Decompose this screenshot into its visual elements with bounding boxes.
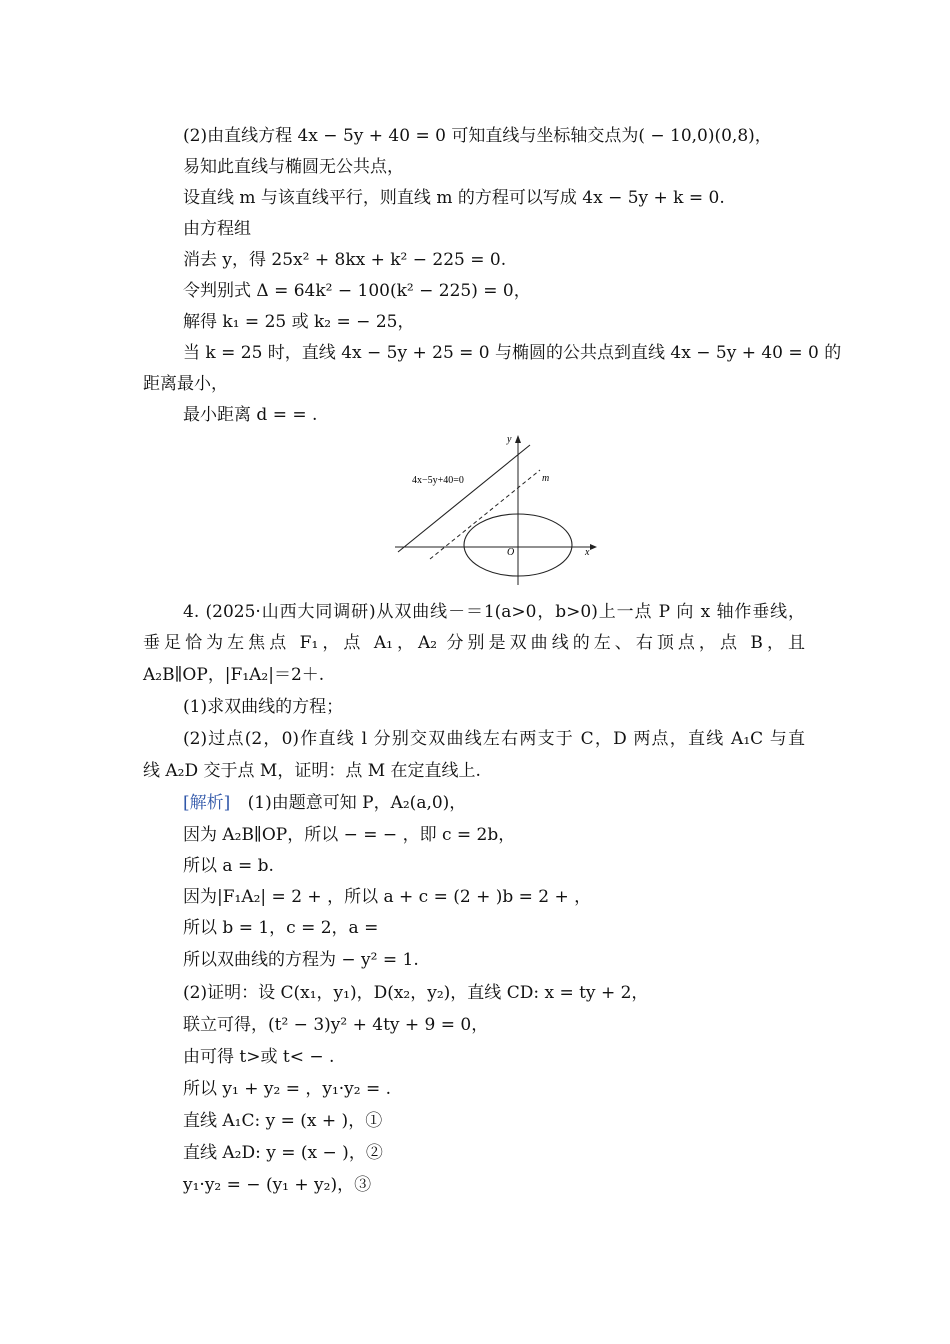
line-4x-5y-40	[398, 445, 530, 552]
x-axis-label: x	[585, 547, 590, 558]
x-axis-arrow	[590, 544, 597, 550]
problem-text: A₂B∥OP，|F₁A₂|＝2＋.	[143, 665, 325, 685]
problem-text: (1)求双曲线的方程；	[183, 697, 344, 717]
y-axis-label: y	[507, 434, 512, 445]
ellipse-diagram	[390, 425, 600, 590]
solution-text: 所以 a = b.	[183, 856, 274, 876]
text-line: 解得 k₁ = 25 或 k₂ = − 25，	[183, 312, 415, 332]
solution-text: 因为 A₂B∥OP，所以 − = − ，即 c = 2b，	[183, 825, 516, 845]
problem-text: 4. (2025·山西大同调研)从双曲线－＝1(a>0，b>0)上一点 P 向 x 轴作垂线，	[183, 602, 805, 622]
problem-text: 垂足恰为左焦点 F₁，点 A₁，A₂ 分别是双曲线的左、右顶点，点 B，且	[143, 633, 805, 653]
solution-text: 所以 y₁ + y₂ = ，y₁·y₂ = .	[183, 1079, 392, 1099]
origin-label: O	[507, 547, 515, 558]
solution-text: (2)证明：设 C(x₁，y₁)，D(x₂，y₂)，直线 CD: x = ty + 2，	[183, 983, 649, 1003]
text-line: 消去 y，得 25x² + 8kx + k² − 225 = 0.	[183, 250, 507, 270]
problem-text: (2)过点(2，0)作直线 l 分别交双曲线左右两支于 C，D 两点，直线 A₁C 与直	[183, 729, 805, 749]
line-m-label: m	[542, 473, 550, 484]
solution-text: 直线 A₂D: y = (x − )，②	[183, 1143, 383, 1163]
solution-text: 直线 A₁C: y = (x + )，①	[183, 1111, 383, 1131]
solution-text: 因为|F₁A₂| = 2 + ，所以 a + c = (2 + )b = 2 + ，	[183, 887, 592, 907]
solution-first-line	[183, 792, 466, 814]
text-line: 令判别式 Δ = 64k² − 100(k² − 225) = 0，	[183, 281, 531, 301]
text-line: (2)由直线方程 4x − 5y + 40 = 0 可知直线与坐标轴交点为( − 10,0)(0,8)，	[183, 126, 772, 146]
text-line: 距离最小，	[143, 374, 228, 394]
text-line: 当 k = 25 时，直线 4x − 5y + 25 = 0 与椭圆的公共点到直线 4x − 5y + 40 = 0 的	[183, 343, 842, 363]
text-line: 易知此直线与椭圆无公共点，	[183, 157, 404, 177]
solution-text: (1)由题意可知 P，A₂(a,0)，	[247, 793, 467, 813]
solution-text: y₁·y₂ = − (y₁ + y₂)，③	[183, 1175, 372, 1195]
text-line: 由方程组	[183, 219, 251, 239]
text-line: 设直线 m 与该直线平行，则直线 m 的方程可以写成 4x − 5y + k = 0.	[183, 188, 725, 208]
solution-text: 联立可得，(t² − 3)y² + 4ty + 9 = 0，	[183, 1015, 489, 1035]
text-line: 最小距离 d = = .	[183, 405, 318, 425]
solution-text: 所以 b = 1，c = 2，a =	[183, 918, 379, 938]
solution-text: 所以双曲线的方程为 − y² = 1.	[183, 950, 419, 970]
solution-tag: [解析]	[183, 793, 231, 813]
solution-text: 由可得 t>或 t< − .	[183, 1047, 335, 1067]
y-axis-arrow	[515, 435, 521, 443]
line-equation-label: 4x−5y+40=0	[412, 475, 464, 486]
problem-text: 线 A₂D 交于点 M，证明：点 M 在定直线上.	[143, 761, 481, 781]
